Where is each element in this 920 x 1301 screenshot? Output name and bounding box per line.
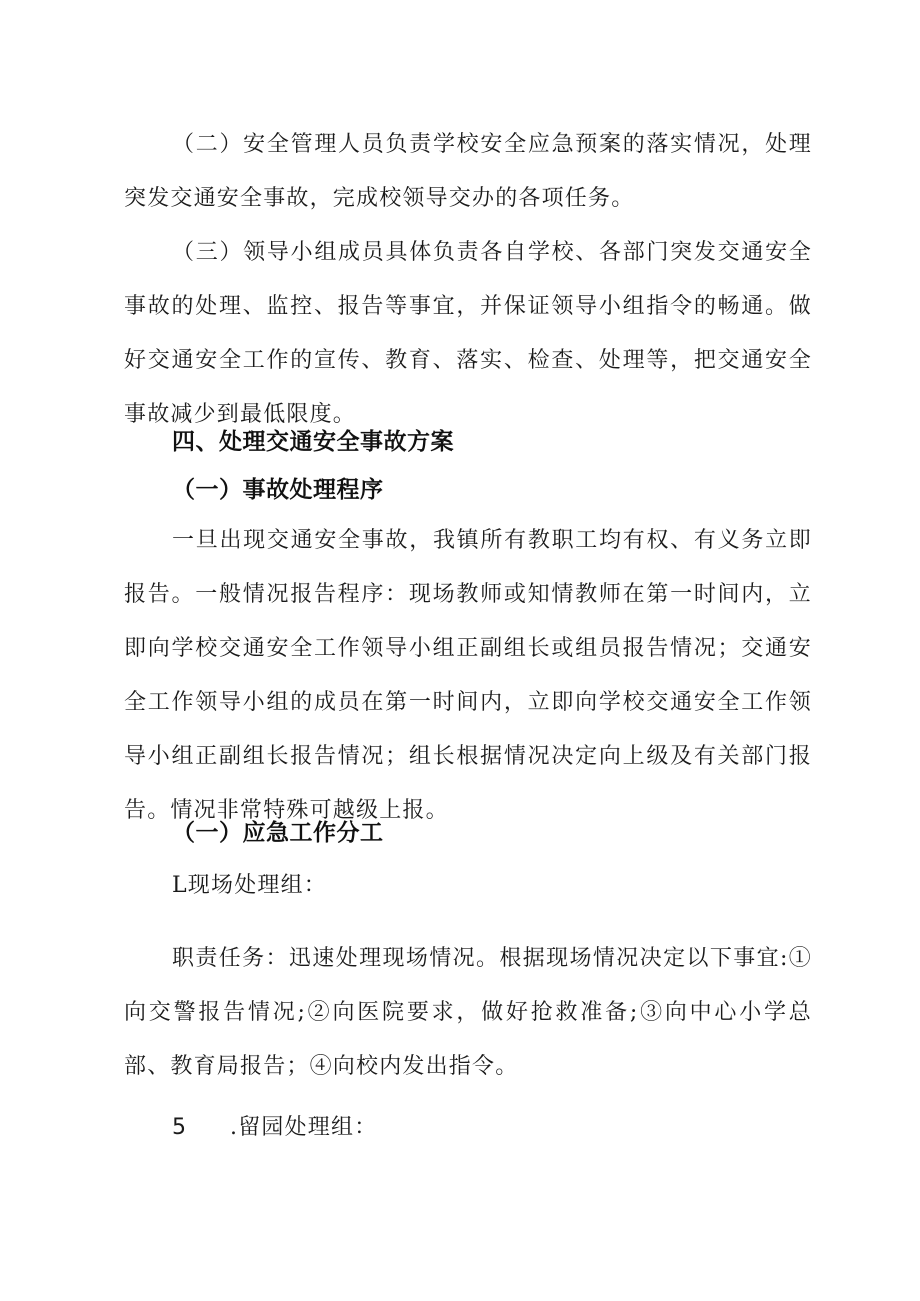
subheading-accident-procedure: （一）事故处理程序 [172, 477, 384, 503]
group-label-scene-handling: L现场处理组： [172, 873, 328, 898]
paragraph-safety-staff: （二）安全管理人员负责学校安全应急预案的落实情况，处理突发交通安全事故，完成校领导交办的各项任务。 [124, 132, 812, 211]
paragraph-scene-duties: 职责任务：迅速处理现场情况。根据现场情况决定以下事宜:①向交警报告情况;②向医院要求，做好抢救准备;③向中心小学总部、教育局报告；④向校内发出指令。 [124, 946, 812, 1079]
paragraph-group-members: （三）领导小组成员具体负责各自学校、各部门突发交通安全事故的处理、监控、报告等事宜，并保证领导小组指令的畅通。做好交通安全工作的宣传、教育、落实、检查、处理等，把交通安全事故减少到最低限度。 [124, 240, 812, 427]
paragraph-report-procedure: 一旦出现交通安全事故，我镇所有教职工均有权、有义务立即报告。一般情况报告程序：现场教师或知情教师在第一时间内，立即向学校交通安全工作领导小组正副组长或组员报告情况；交通安全工作领导小组的成员在第一时间内，立即向学校交通安全工作领导小组正副组长报告情况；组长根据情况决定向上级及有关部门报告。情况非常特殊可越级上报。 [124, 528, 812, 823]
list-number: 5 [172, 1115, 188, 1140]
section-heading-accident-plan: 四、处理交通安全事故方案 [172, 429, 454, 455]
group-label-text: .留园处理组： [230, 1115, 378, 1140]
subheading-emergency-division: （一）应急工作分工 [172, 820, 384, 846]
group-label-campus-handling [172, 1108, 377, 1148]
